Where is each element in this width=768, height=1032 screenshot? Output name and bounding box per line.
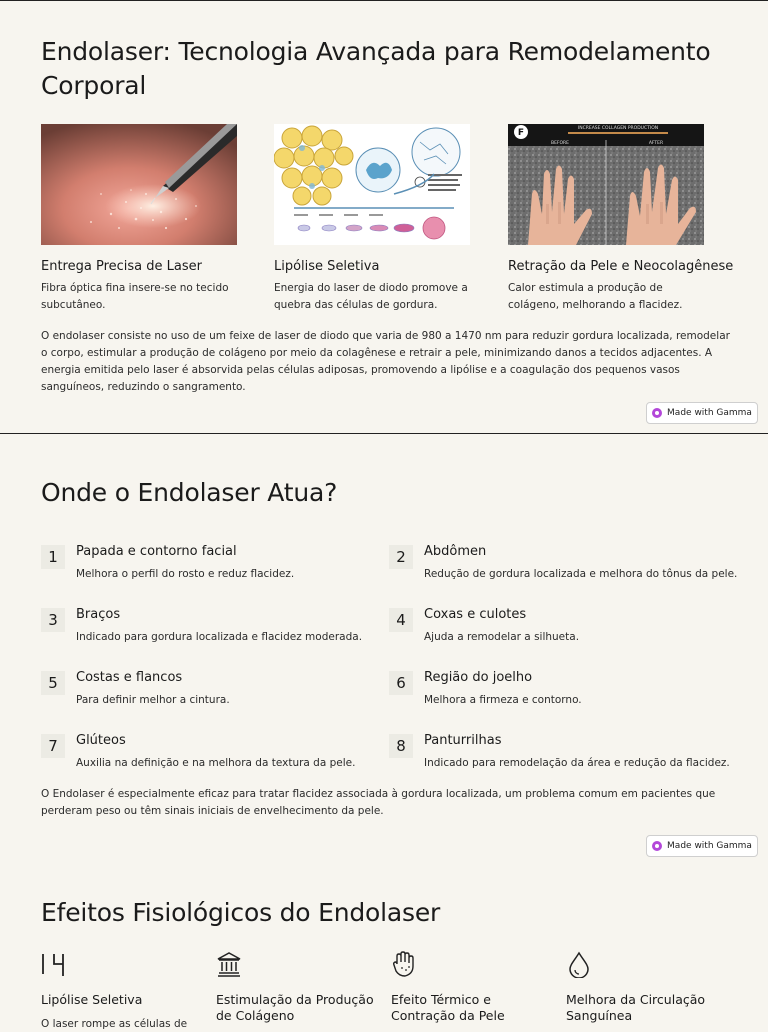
item-desc: Indicado para gordura localizada e flacidez moderada. bbox=[76, 631, 363, 643]
card-title: Retração da Pele e Neocolagênese bbox=[508, 259, 734, 274]
gamma-badge-label: Made with Gamma bbox=[667, 408, 752, 418]
pen-on-skin-photo bbox=[41, 124, 237, 245]
slide1-paragraph: O endolaser consiste no uso de um feixe de laser de diodo que varia de 980 a 1470 nm para reduzir gordura localizada, remodelar o corpo, estimular a produção de colágeno por meio da colagênese e retrair a pele, minimizando danos a tecidos adjacentes. A energia emitida pelo laser é absorvida pelas células adiposas, promovendo a lipólise e a coagulação dos pequenos vasos sanguíneos, reduzindo o sangramento. bbox=[41, 330, 730, 393]
item-number: 6 bbox=[389, 671, 413, 695]
gamma-logo-icon bbox=[652, 841, 662, 851]
item-desc: Auxilia na definição e na melhora da textura da pele. bbox=[76, 757, 356, 769]
made-with-gamma-badge[interactable] bbox=[646, 402, 758, 424]
item-desc: Melhora a firmeza e contorno. bbox=[424, 694, 582, 706]
item-desc: Para definir melhor a cintura. bbox=[76, 694, 230, 706]
effect-title: Melhora da Circulação Sanguínea bbox=[566, 992, 706, 1023]
slide-top-border bbox=[0, 0, 768, 1]
item-title: Braços bbox=[76, 607, 121, 622]
slide1-title: Endolaser: Tecnologia Avançada para Remodelamento Corporal bbox=[41, 37, 711, 100]
area-item bbox=[389, 671, 729, 715]
slide3-title: Efeitos Fisiológicos do Endolaser bbox=[41, 898, 441, 927]
item-title: Abdômen bbox=[424, 544, 487, 559]
item-desc: Ajuda a remodelar a silhueta. bbox=[424, 631, 580, 643]
area-item bbox=[389, 734, 729, 778]
area-item bbox=[41, 671, 381, 715]
effect-title: Efeito Térmico e Contração da Pele bbox=[391, 992, 505, 1023]
hand-heat-icon bbox=[391, 950, 417, 978]
slide-divider bbox=[0, 433, 768, 434]
image-header-text: INCREASE COLLAGEN PRODUCTION bbox=[577, 126, 659, 131]
card-title: Lipólise Seletiva bbox=[274, 259, 380, 274]
brand-badge: F bbox=[517, 128, 525, 138]
item-desc: Redução de gordura localizada e melhora do tônus da pele. bbox=[424, 568, 738, 580]
effect-item bbox=[41, 950, 201, 1032]
card-desc: Fibra óptica fina insere-se no tecido subcutâneo. bbox=[41, 282, 229, 311]
effect-item bbox=[391, 950, 551, 1032]
item-title: Coxas e culotes bbox=[424, 607, 527, 622]
item-title: Costas e flancos bbox=[76, 670, 183, 685]
made-with-gamma-badge[interactable] bbox=[646, 835, 758, 857]
item-number: 1 bbox=[41, 545, 65, 569]
card-desc: Calor estimula a produção de colágeno, melhorando a flacidez. bbox=[508, 282, 683, 311]
item-number: 2 bbox=[389, 545, 413, 569]
item-number: 5 bbox=[41, 671, 65, 695]
item-desc: Melhora o perfil do rosto e reduz flacidez. bbox=[76, 568, 295, 580]
area-item bbox=[41, 608, 381, 652]
card-title: Entrega Precisa de Laser bbox=[41, 259, 202, 274]
slide2-paragraph: O Endolaser é especialmente eficaz para tratar flacidez associada à gordura localizada, um problema comum em pacientes que perderam peso ou têm sinais iniciais de envelhecimento da pele. bbox=[41, 788, 716, 817]
item-title: Glúteos bbox=[76, 733, 126, 748]
area-item bbox=[41, 545, 381, 589]
fat-cell-diagram bbox=[274, 124, 470, 245]
effect-item bbox=[216, 950, 376, 1032]
item-title: Panturrilhas bbox=[424, 733, 502, 748]
effect-desc: O laser rompe as células de bbox=[41, 1018, 188, 1030]
gamma-badge-label: Made with Gamma bbox=[667, 841, 752, 851]
area-item bbox=[41, 734, 381, 778]
card-skin-retraction bbox=[508, 124, 734, 314]
effect-title: Lipólise Seletiva bbox=[41, 992, 143, 1007]
area-item bbox=[389, 608, 729, 652]
item-desc: Indicado para remodelação da área e redução da flacidez. bbox=[424, 757, 730, 769]
card-laser-delivery bbox=[41, 124, 237, 314]
card-selective-lipolysis bbox=[274, 124, 470, 314]
item-number: 8 bbox=[389, 734, 413, 758]
item-title: Papada e contorno facial bbox=[76, 544, 237, 559]
area-item bbox=[389, 544, 738, 589]
before-label: BEFORE bbox=[550, 141, 570, 146]
lipolysis-icon bbox=[41, 950, 67, 978]
card-desc: Energia do laser de diodo promove a quebra das células de gordura. bbox=[274, 282, 468, 311]
effect-item bbox=[566, 950, 726, 1032]
droplet-icon bbox=[566, 950, 592, 978]
item-title: Região do joelho bbox=[424, 670, 533, 685]
item-number: 3 bbox=[41, 608, 65, 632]
item-number: 4 bbox=[389, 608, 413, 632]
gamma-logo-icon bbox=[652, 408, 662, 418]
hands-before-after-photo bbox=[508, 124, 704, 245]
slide2-title: Onde o Endolaser Atua? bbox=[41, 478, 338, 507]
institution-icon bbox=[216, 950, 242, 978]
effect-title: Estimulação da Produção de Colágeno bbox=[216, 992, 374, 1023]
item-number: 7 bbox=[41, 734, 65, 758]
after-label: AFTER bbox=[648, 141, 664, 146]
